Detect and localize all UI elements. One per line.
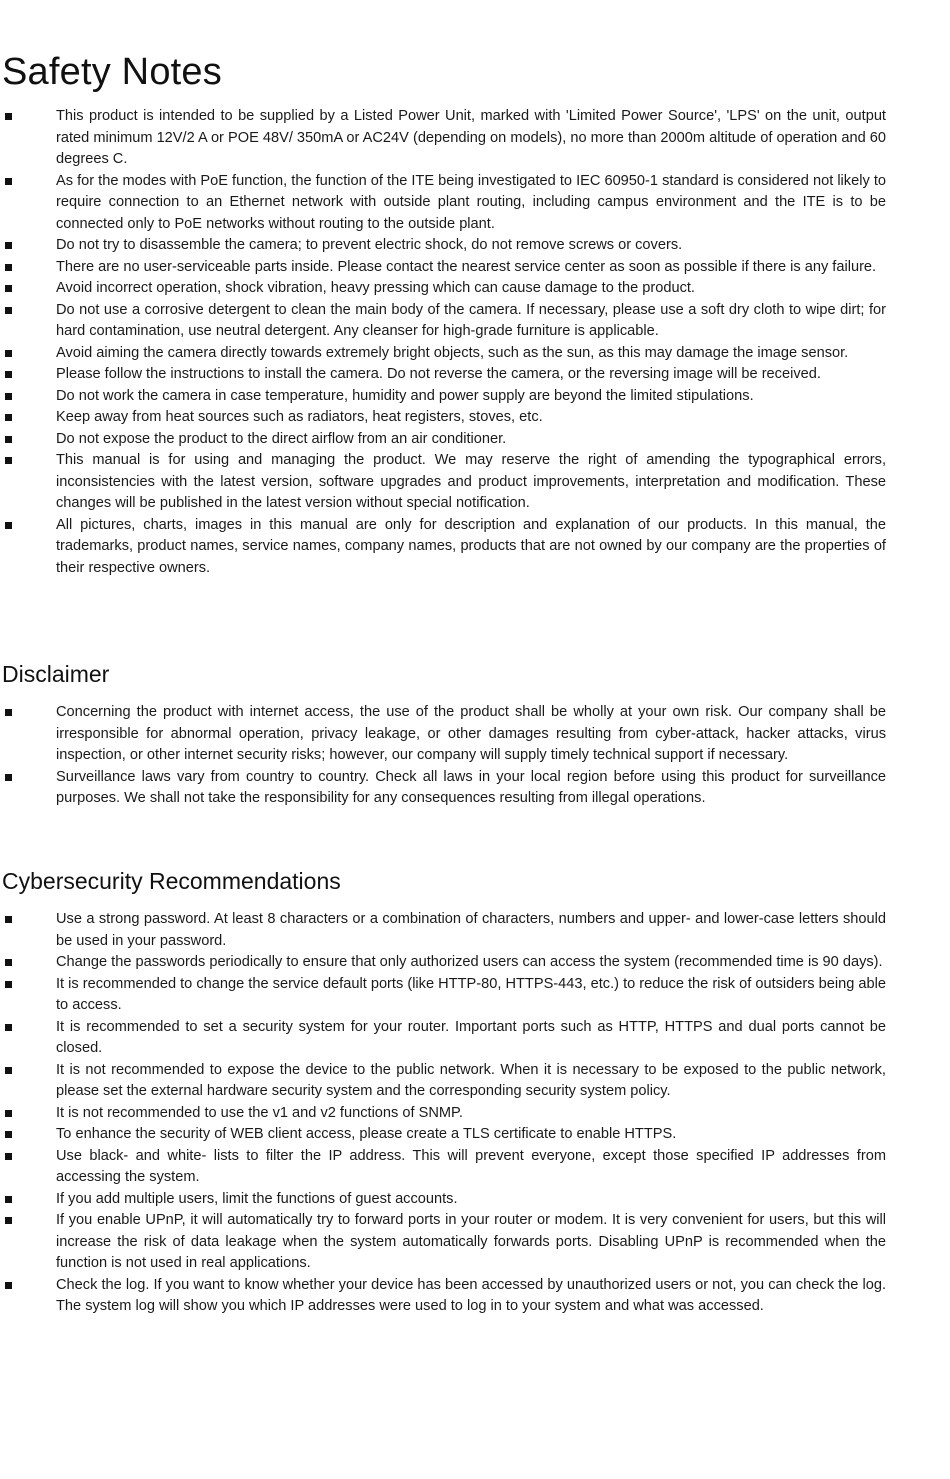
square-bullet-icon [5, 414, 12, 421]
list-item [0, 429, 886, 451]
list-item-text: There are no user-serviceable parts inside. Please contact the nearest service center as soon as possible if there is any failure. [56, 258, 877, 275]
disclaimer-list [0, 702, 950, 810]
list-item-text: It is not recommended to expose the device to the public network. When it is necessary to be exposed to the public network, please set the external hardware security system and the corresponding security system policy. [56, 1061, 886, 1099]
square-bullet-icon [5, 457, 12, 464]
list-item-text: Avoid incorrect operation, shock vibration, heavy pressing which can cause damage to the product. [56, 280, 695, 296]
square-bullet-icon [5, 436, 12, 443]
list-item-text: It is not recommended to use the v1 and v2 functions of SNMP. [56, 1104, 463, 1121]
list-item [0, 450, 886, 515]
square-bullet-icon [5, 178, 12, 185]
square-bullet-icon [5, 959, 12, 966]
list-item [0, 767, 886, 810]
list-item-text: This manual is for using and managing the product. We may reserve the right of amending the typographical errors, inconsistencies with the latest version, software upgrades and product improvements, interpretation and modification. These changes will be published in the latest version without special notification. [56, 452, 886, 511]
list-item-text: Check the log. If you want to know whether your device has been accessed by unauthorized users or not, you can check the log. The system log will show you which IP addresses were used to log in to your system and what was accessed. [56, 1276, 886, 1314]
list-item-text: Use black- and white- lists to filter the IP address. This will prevent everyone, except those specified IP addresses from accessing the system. [56, 1147, 886, 1185]
list-item-text: Do not try to disassemble the camera; to prevent electric shock, do not remove screws or covers. [56, 237, 683, 253]
square-bullet-icon [5, 113, 12, 120]
list-item-text: It is recommended to change the service default ports (like HTTP-80, HTTPS-443, etc.) to reduce the risk of outsiders being able to access. [56, 975, 886, 1013]
disclaimer-title: Disclaimer [2, 661, 110, 687]
list-item [0, 1060, 886, 1103]
list-item [0, 364, 886, 386]
list-item-text: Keep away from heat sources such as radiators, heat registers, stoves, etc. [56, 409, 543, 425]
square-bullet-icon [5, 709, 12, 716]
square-bullet-icon [5, 1110, 12, 1117]
square-bullet-icon [5, 1217, 12, 1224]
square-bullet-icon [5, 307, 12, 314]
disclaimer-section [0, 660, 950, 810]
cybersecurity-title: Cybersecurity Recommendations [2, 868, 341, 894]
square-bullet-icon [5, 285, 12, 292]
list-item [0, 974, 886, 1017]
list-item [0, 1210, 886, 1275]
square-bullet-icon [5, 1024, 12, 1031]
list-item-text: As for the modes with PoE function, the function of the ITE being investigated to IEC 60950-1 standard is considered not likely to require connection to an Ethernet network with outside plant routing, including campus environment and the ITE is to be connected only to PoE networks without routing to the outside plant. [56, 172, 886, 232]
safety-notes-section [0, 50, 950, 579]
square-bullet-icon [5, 1067, 12, 1074]
square-bullet-icon [5, 371, 12, 378]
square-bullet-icon [5, 1196, 12, 1203]
list-item-text: If you add multiple users, limit the functions of guest accounts. [56, 1190, 458, 1207]
cybersecurity-section [0, 867, 950, 1318]
square-bullet-icon [5, 981, 12, 988]
list-item-text: To enhance the security of WEB client access, please create a TLS certificate to enable HTTPS. [56, 1126, 677, 1142]
list-item-text: If you enable UPnP, it will automatically try to forward ports in your router or modem. It is very convenient for users, but this will increase the risk of data leakage when the system automatically forwards ports. Disabling UPnP is recommended when the function is not used in real applications. [56, 1212, 886, 1271]
list-item-text: Do not expose the product to the direct airflow from an air conditioner. [56, 430, 507, 447]
safety-notes-list [0, 106, 950, 579]
square-bullet-icon [5, 774, 12, 781]
list-item-text: Do not work the camera in case temperature, humidity and power supply are beyond the limited stipulations. [56, 387, 754, 404]
square-bullet-icon [5, 264, 12, 271]
list-item [0, 407, 886, 429]
list-item [0, 257, 886, 279]
square-bullet-icon [5, 916, 12, 923]
cybersecurity-list [0, 909, 950, 1318]
list-item [0, 1146, 886, 1189]
list-item-text: Do not use a corrosive detergent to clean the main body of the camera. If necessary, please use a soft dry cloth to wipe dirt; for hard contamination, use neutral detergent. Any cleanser for high-grade furniture is applicable. [56, 301, 886, 339]
list-item-text: Surveillance laws vary from country to country. Check all laws in your local region before using this product for surveillance purposes. We shall not take the responsibility for any consequences resulting from illegal operations. [56, 768, 886, 806]
square-bullet-icon [5, 242, 12, 249]
list-item-text: Change the passwords periodically to ensure that only authorized users can access the system (recommended time is 90 days). [56, 954, 883, 970]
list-item [0, 702, 886, 767]
list-item [0, 343, 886, 365]
square-bullet-icon [5, 522, 12, 529]
list-item [0, 1124, 886, 1146]
square-bullet-icon [5, 393, 12, 400]
list-item-text: Please follow the instructions to install the camera. Do not reverse the camera, or the reversing image will be received. [56, 366, 821, 382]
list-item [0, 1017, 886, 1060]
square-bullet-icon [5, 350, 12, 357]
list-item [0, 278, 886, 300]
list-item-text: All pictures, charts, images in this manual are only for description and explanation of our products. In this manual, the trademarks, product names, service names, company names, products that are not owned by our company are the properties of their respective owners. [56, 516, 886, 576]
list-item [0, 515, 886, 580]
list-item [0, 171, 886, 236]
list-item [0, 1189, 886, 1211]
list-item-text: Concerning the product with internet access, the use of the product shall be wholly at your own risk. Our company shall be irresponsible for abnormal operation, privacy leakage, or other damages resulting from cyber-attack, hacker attacks, virus inspection, or other internet security risks; however, our company will supply timely technical support if necessary. [56, 704, 886, 763]
list-item-text: It is recommended to set a security system for your router. Important ports such as HTTP, HTTPS and dual ports cannot be closed. [56, 1018, 886, 1056]
list-item [0, 909, 886, 952]
list-item [0, 1103, 886, 1125]
square-bullet-icon [5, 1153, 12, 1160]
list-item [0, 106, 886, 171]
list-item-text: Use a strong password. At least 8 characters or a combination of characters, numbers and upper- and lower-case letters should be used in your password. [56, 911, 886, 949]
safety-notes-title: Safety Notes [2, 51, 222, 93]
list-item [0, 235, 886, 257]
list-item [0, 952, 886, 974]
list-item [0, 1275, 886, 1318]
square-bullet-icon [5, 1131, 12, 1138]
square-bullet-icon [5, 1282, 12, 1289]
list-item [0, 300, 886, 343]
list-item-text: Avoid aiming the camera directly towards extremely bright objects, such as the sun, as this may damage the image sensor. [56, 344, 849, 361]
list-item-text: This product is intended to be supplied by a Listed Power Unit, marked with 'Limited Power Source', 'LPS' on the unit, output rated minimum 12V/2 A or POE 48V/ 350mA or AC24V (depending on models), no more than 2000m altitude of operation and 60 degrees C. [56, 108, 886, 167]
list-item [0, 386, 886, 408]
